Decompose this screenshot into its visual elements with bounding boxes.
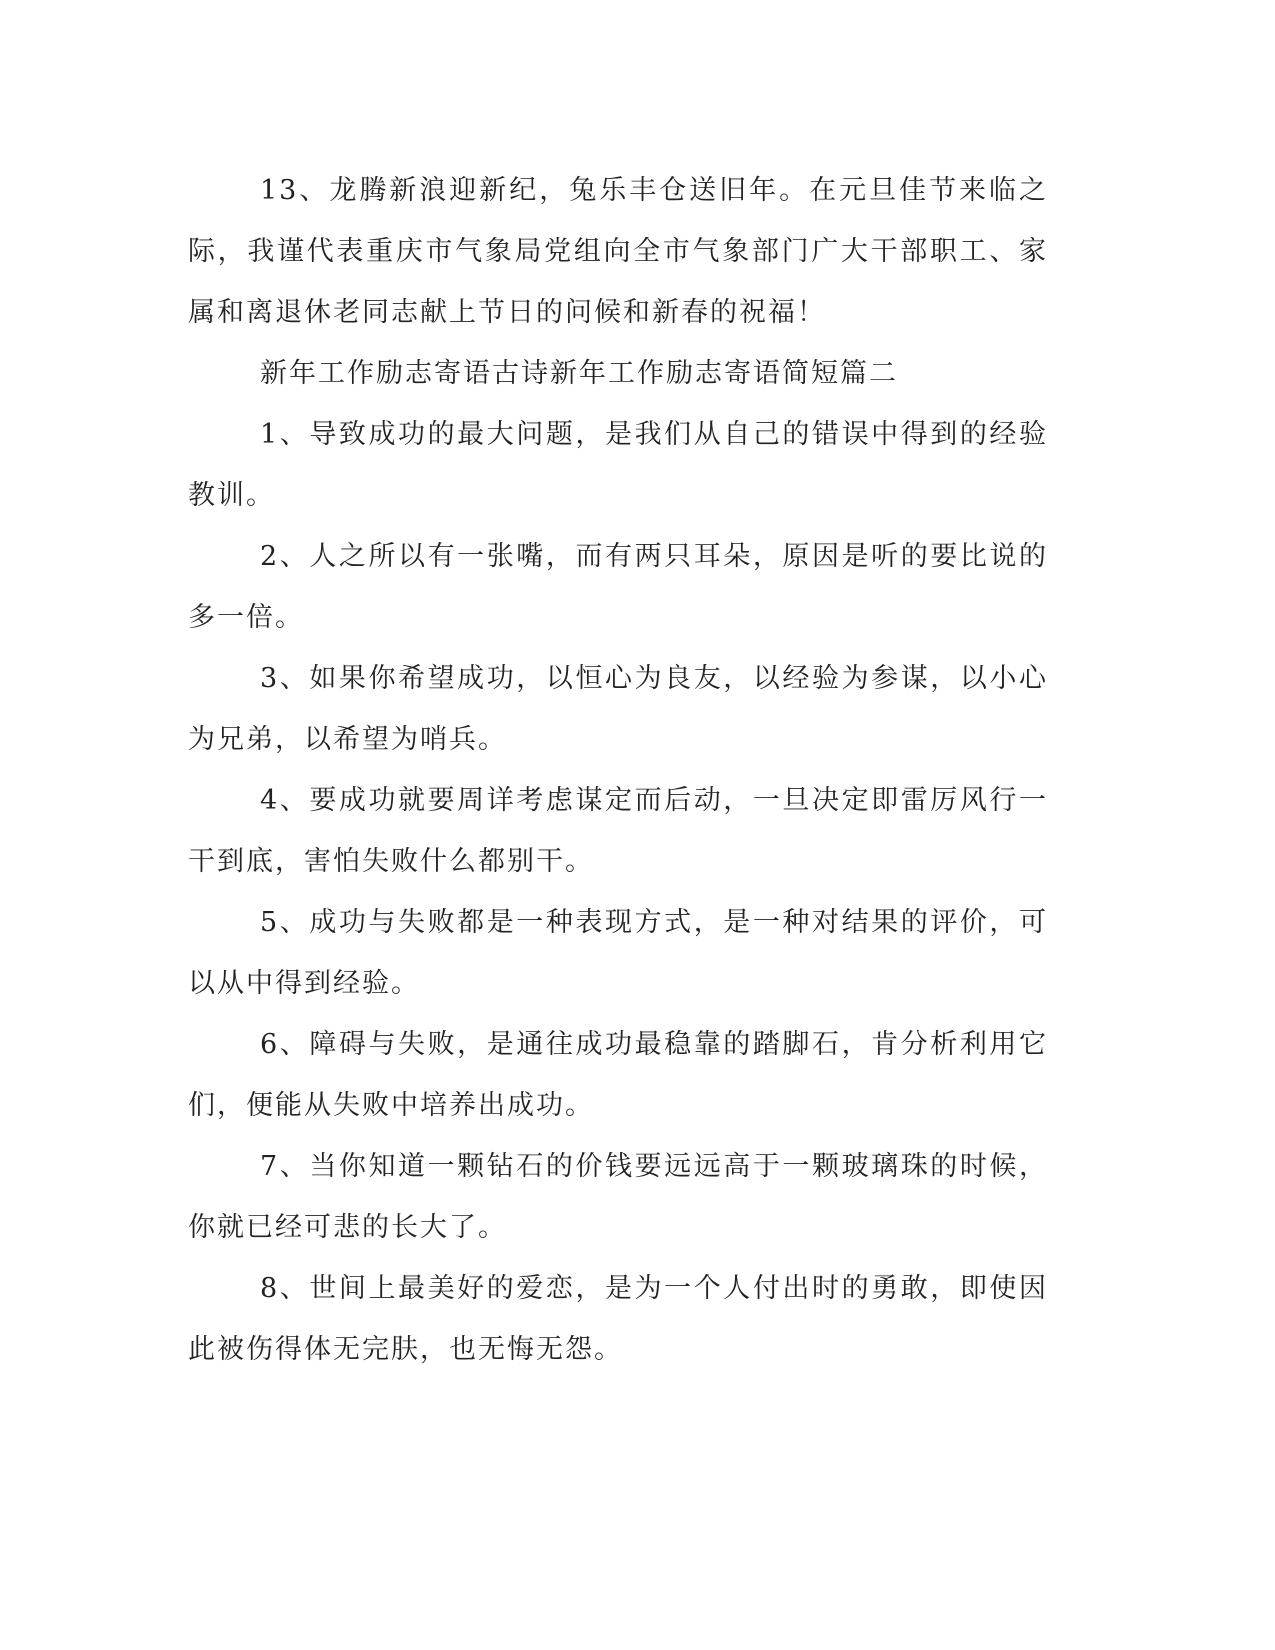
list-item-6: 6、障碍与失败，是通往成功最稳靠的踏脚石，肯分析利用它们，便能从失败中培养出成功。 bbox=[188, 1029, 1048, 1121]
paragraph-13-new-year-greeting: 13、龙腾新浪迎新纪，兔乐丰仓送旧年。在元旦佳节来临之际，我谨代表重庆市气象局党组向全市气象部门广大干部职工、家属和离退休老同志献上节日的问候和新春的祝福！ bbox=[188, 175, 1048, 328]
document-body bbox=[188, 160, 1048, 1380]
section-heading: 新年工作励志寄语古诗新年工作励志寄语简短篇二 bbox=[260, 358, 898, 389]
list-item-7: 7、当你知道一颗钻石的价钱要远远高于一颗玻璃珠的时候，你就已经可悲的长大了。 bbox=[188, 1151, 1048, 1243]
list-item-8: 8、世间上最美好的爱恋，是为一个人付出时的勇敢，即使因此被伤得体无完肤，也无悔无怨。 bbox=[188, 1273, 1048, 1365]
list-item-3: 3、如果你希望成功，以恒心为良友，以经验为参谋，以小心为兄弟，以希望为哨兵。 bbox=[188, 663, 1048, 755]
list-item-2: 2、人之所以有一张嘴，而有两只耳朵，原因是听的要比说的多一倍。 bbox=[188, 541, 1048, 633]
list-item-1: 1、导致成功的最大问题，是我们从自己的错误中得到的经验教训。 bbox=[188, 419, 1048, 511]
list-item-5: 5、成功与失败都是一种表现方式，是一种对结果的评价，可以从中得到经验。 bbox=[188, 907, 1048, 999]
list-item-4: 4、要成功就要周详考虑谋定而后动，一旦决定即雷厉风行一干到底，害怕失败什么都别干。 bbox=[188, 785, 1048, 877]
